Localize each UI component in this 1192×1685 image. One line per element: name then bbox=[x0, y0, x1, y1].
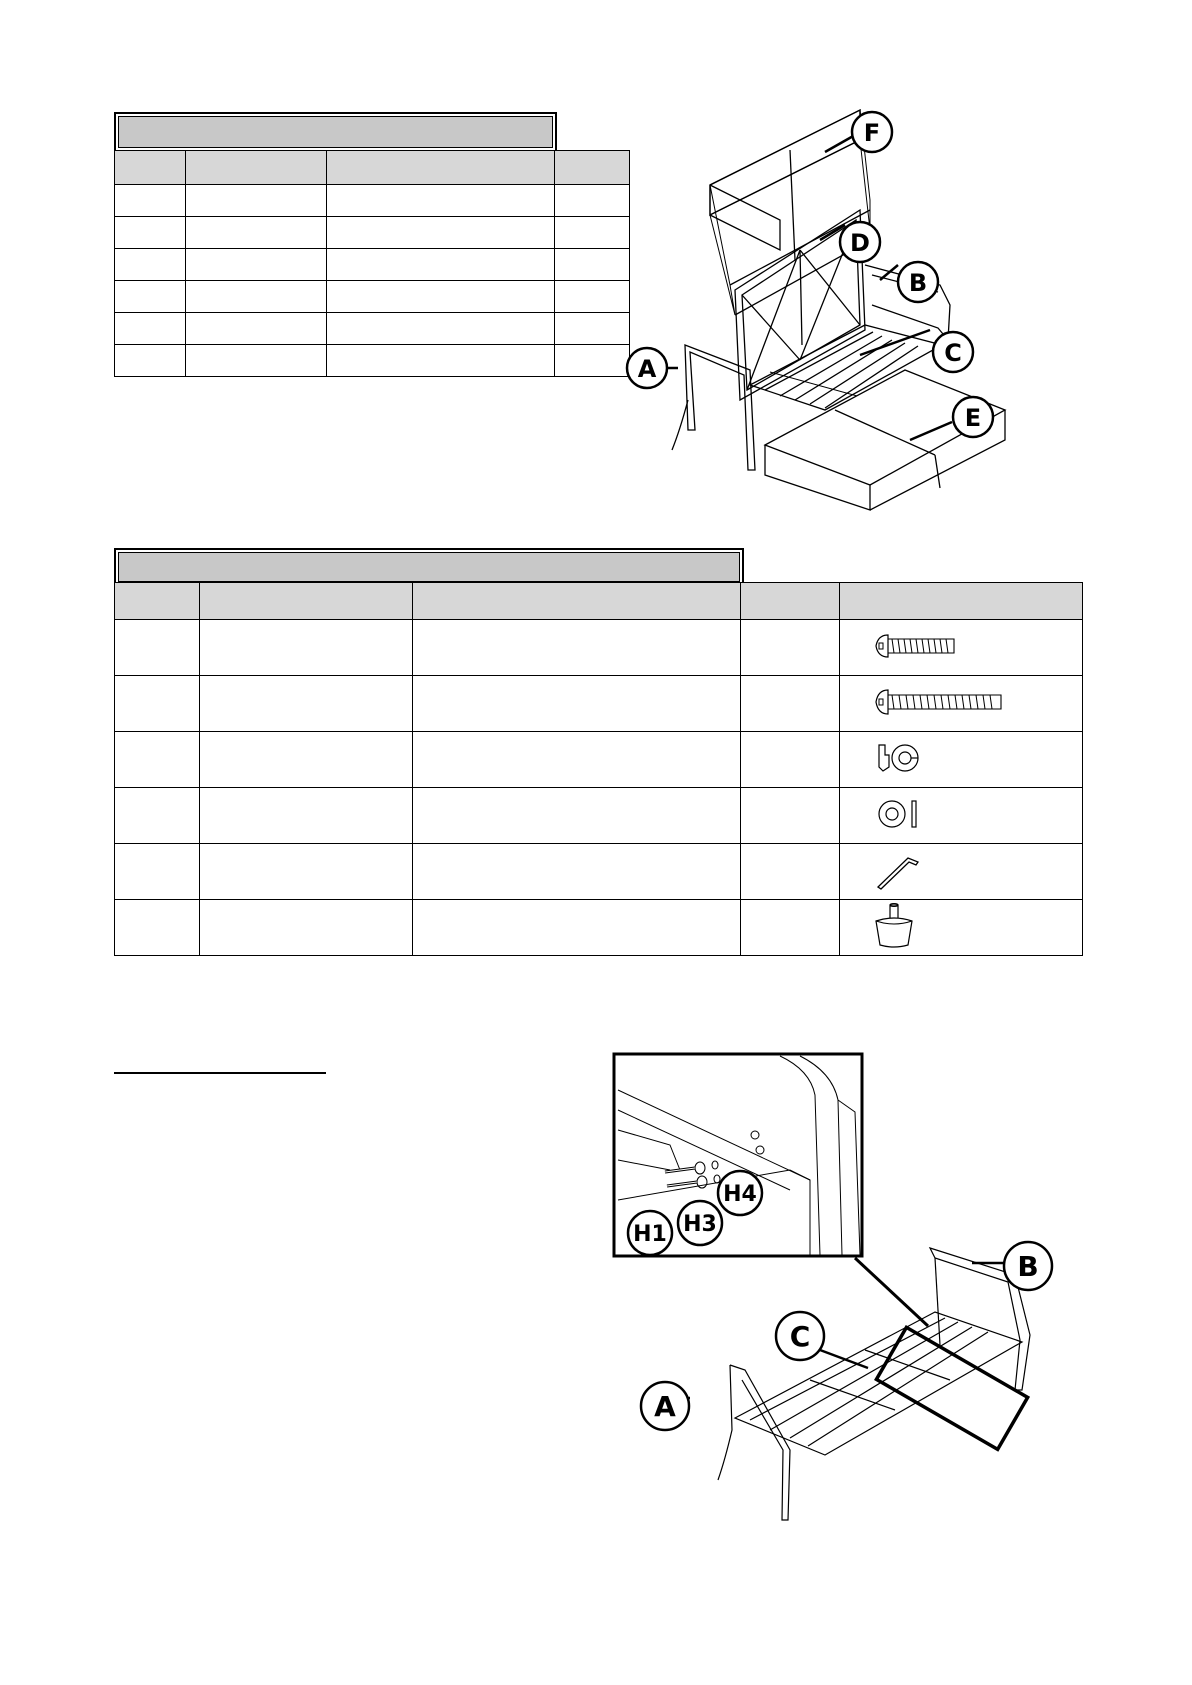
callout-a-step: A bbox=[654, 1390, 676, 1423]
table-row bbox=[115, 732, 1083, 788]
cell bbox=[327, 313, 555, 345]
cell bbox=[115, 281, 186, 313]
loveseat-exploded-illustration bbox=[637, 100, 1100, 540]
flat-washer-icon bbox=[846, 797, 956, 831]
bolt-icon bbox=[846, 631, 956, 661]
cell bbox=[115, 185, 186, 217]
long-bolt-icon bbox=[846, 687, 1006, 717]
cell bbox=[186, 313, 327, 345]
cell bbox=[115, 844, 200, 900]
table-header-row bbox=[115, 583, 1083, 620]
cell bbox=[327, 249, 555, 281]
cell bbox=[413, 676, 741, 732]
cell bbox=[741, 900, 840, 956]
cell bbox=[555, 249, 630, 281]
table-row bbox=[115, 281, 630, 313]
table-header-row bbox=[115, 151, 630, 185]
col-header bbox=[840, 583, 1083, 620]
table-row bbox=[115, 676, 1083, 732]
table-row bbox=[115, 844, 1083, 900]
col-header bbox=[327, 151, 555, 185]
table-row bbox=[115, 788, 1083, 844]
table-row bbox=[115, 249, 630, 281]
cell bbox=[413, 620, 741, 676]
table-row bbox=[115, 345, 630, 377]
table-row bbox=[115, 217, 630, 249]
assembly-step-illustration bbox=[610, 1050, 1080, 1560]
cell bbox=[186, 281, 327, 313]
cell bbox=[741, 788, 840, 844]
cell bbox=[115, 732, 200, 788]
cell bbox=[186, 345, 327, 377]
cell bbox=[327, 345, 555, 377]
cell bbox=[115, 788, 200, 844]
cell bbox=[413, 900, 741, 956]
callout-b-step: B bbox=[1017, 1250, 1039, 1283]
cell bbox=[413, 844, 741, 900]
callout-a: A bbox=[637, 355, 657, 383]
cell bbox=[186, 249, 327, 281]
parts-table bbox=[114, 150, 630, 377]
image-cell bbox=[840, 732, 1083, 788]
cell bbox=[186, 217, 327, 249]
cell bbox=[115, 249, 186, 281]
cell bbox=[186, 185, 327, 217]
cell bbox=[555, 217, 630, 249]
cell bbox=[555, 281, 630, 313]
cell bbox=[200, 620, 413, 676]
callout-h4: H4 bbox=[723, 1182, 757, 1207]
cell bbox=[413, 788, 741, 844]
cell bbox=[555, 185, 630, 217]
col-header bbox=[555, 151, 630, 185]
cell bbox=[115, 313, 186, 345]
step-callouts bbox=[641, 1242, 1052, 1430]
callout-h1: H1 bbox=[633, 1222, 667, 1247]
image-cell bbox=[840, 788, 1083, 844]
image-cell bbox=[840, 844, 1083, 900]
callout-d: D bbox=[850, 229, 870, 257]
cell bbox=[115, 900, 200, 956]
cell bbox=[741, 620, 840, 676]
callout-f: F bbox=[863, 119, 881, 147]
parts-table-title bbox=[114, 112, 557, 152]
col-header bbox=[115, 583, 200, 620]
hardware-table-title bbox=[114, 548, 744, 586]
cell bbox=[555, 345, 630, 377]
table-row bbox=[115, 185, 630, 217]
image-cell bbox=[840, 900, 1083, 956]
hardware-table bbox=[114, 582, 1083, 956]
callout-e: E bbox=[964, 404, 982, 432]
cell bbox=[413, 732, 741, 788]
callout-c-step: C bbox=[789, 1320, 811, 1353]
lock-washer-icon bbox=[846, 741, 956, 775]
col-header bbox=[200, 583, 413, 620]
cell bbox=[200, 788, 413, 844]
callout-h3: H3 bbox=[683, 1212, 717, 1237]
image-cell bbox=[840, 620, 1083, 676]
cell bbox=[115, 217, 186, 249]
cell bbox=[327, 281, 555, 313]
cell bbox=[741, 732, 840, 788]
cell bbox=[115, 620, 200, 676]
allen-wrench-icon bbox=[846, 850, 956, 890]
col-header bbox=[413, 583, 741, 620]
cell bbox=[327, 217, 555, 249]
table-row bbox=[115, 313, 630, 345]
cell bbox=[200, 900, 413, 956]
cell bbox=[115, 676, 200, 732]
table-row bbox=[115, 900, 1083, 956]
leveler-foot-icon bbox=[846, 901, 956, 951]
image-cell bbox=[840, 676, 1083, 732]
callout-c: C bbox=[944, 339, 962, 367]
section-heading bbox=[114, 1050, 326, 1074]
cell bbox=[115, 345, 186, 377]
cell bbox=[555, 313, 630, 345]
cell bbox=[200, 844, 413, 900]
cell bbox=[327, 185, 555, 217]
cell bbox=[200, 732, 413, 788]
cell bbox=[741, 676, 840, 732]
callout-b: B bbox=[908, 269, 928, 297]
col-header bbox=[741, 583, 840, 620]
cell bbox=[200, 676, 413, 732]
col-header bbox=[115, 151, 186, 185]
cell bbox=[741, 844, 840, 900]
table-row bbox=[115, 620, 1083, 676]
col-header bbox=[186, 151, 327, 185]
